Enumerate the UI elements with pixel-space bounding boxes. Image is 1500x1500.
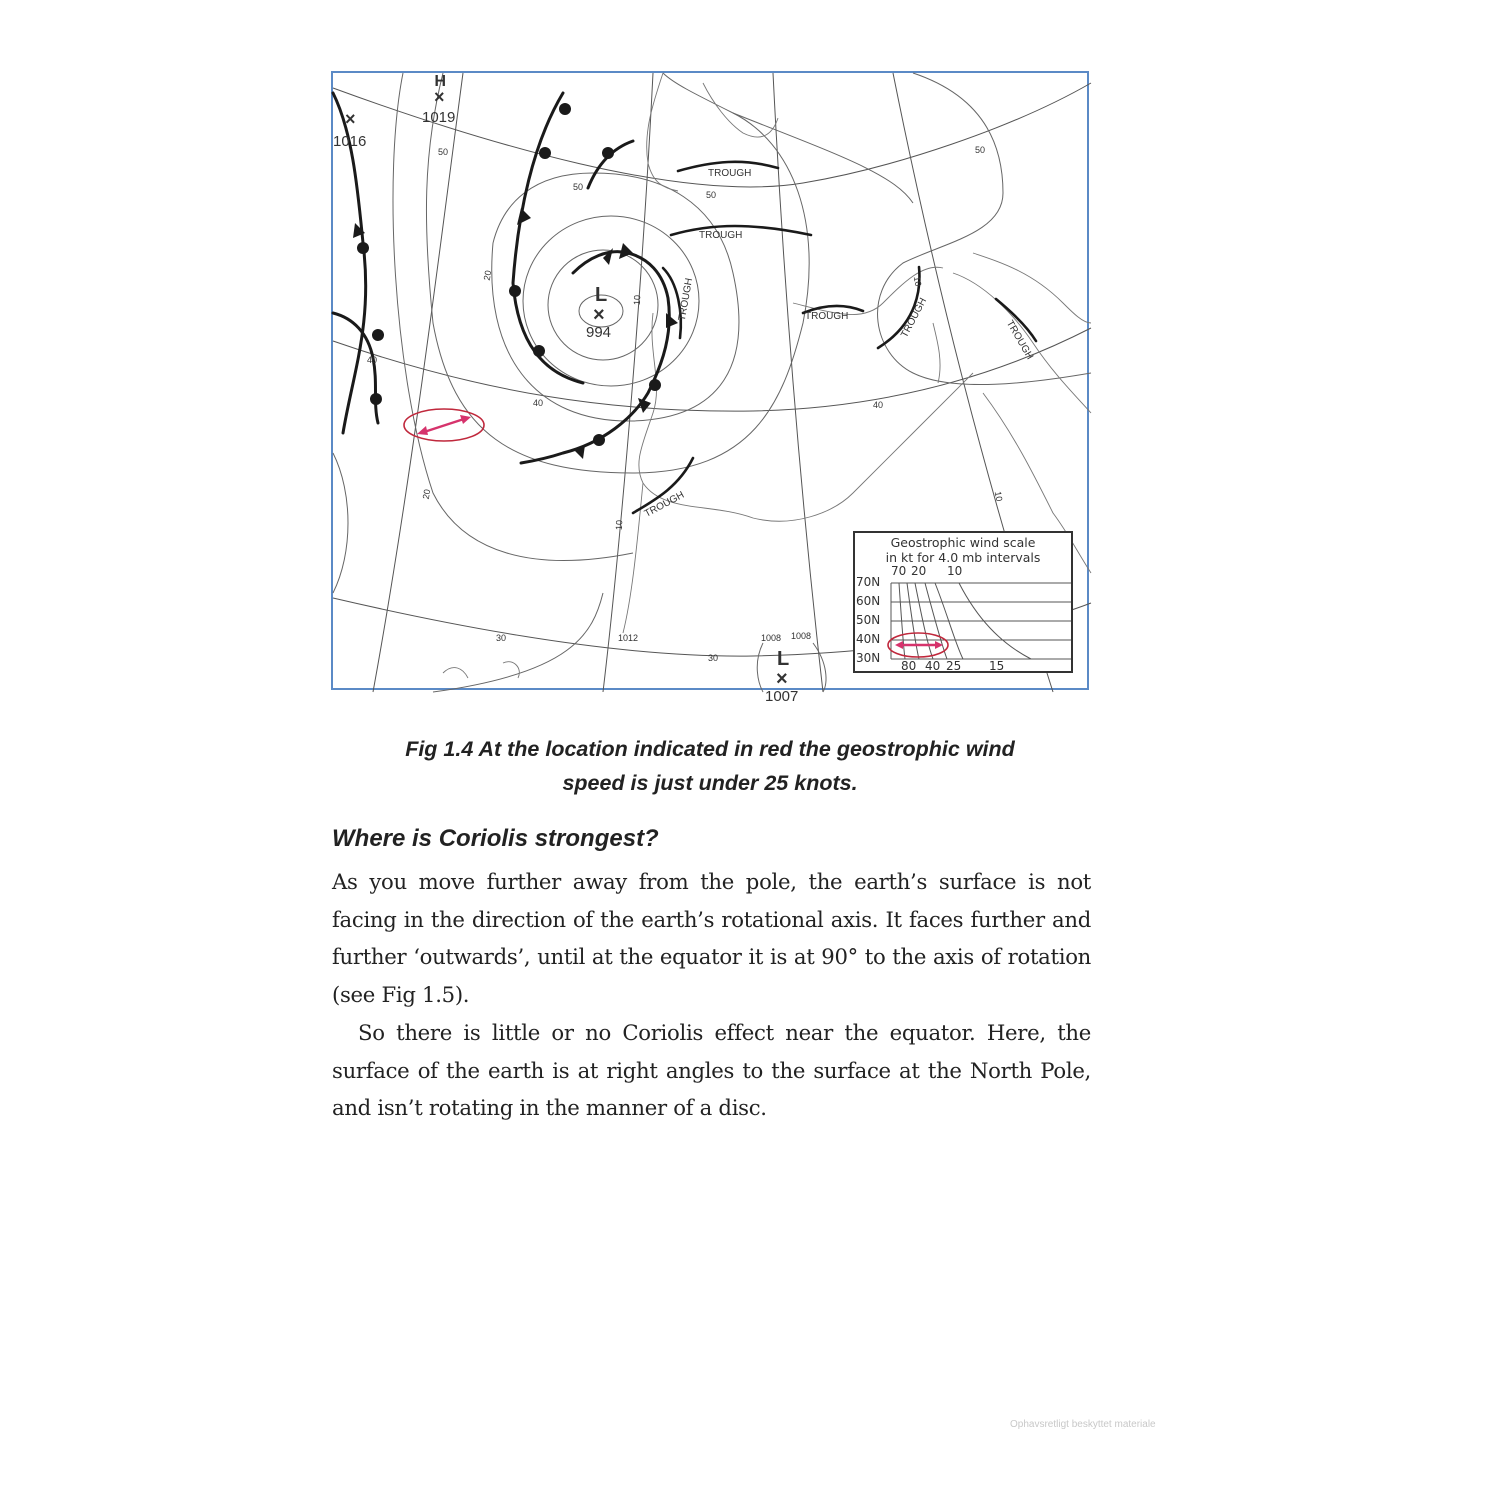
lat-label: 50	[706, 190, 717, 200]
longitude-line-20	[373, 73, 463, 692]
lon-label: 10	[631, 294, 643, 306]
scale-title-line2: in kt for 4.0 mb intervals	[885, 550, 1041, 565]
copyright-watermark: Ophavsretligt beskyttet materiale	[1010, 1419, 1156, 1430]
semicircle-symbol	[602, 147, 614, 159]
isobar-label: 1008	[761, 633, 782, 643]
low-symbol: L	[595, 284, 608, 306]
isobar-3	[492, 173, 739, 421]
section-heading: Where is Coriolis strongest?	[332, 825, 659, 852]
coast-adriatic	[973, 253, 1091, 323]
longitude-line-10	[603, 73, 653, 692]
scale-latitude: 50N	[856, 613, 881, 627]
fronts	[333, 93, 669, 463]
weather-map-figure	[331, 71, 1089, 705]
scale-latitude: 70N	[856, 575, 881, 589]
lat-label: 40	[533, 398, 544, 408]
scale-bottom-tick: 80	[901, 659, 917, 673]
pressure-value: 994	[586, 324, 612, 341]
scale-bottom-tick: 40	[925, 659, 941, 673]
semicircle-symbol	[649, 379, 661, 391]
scale-title-line1: Geostrophic wind scale	[890, 535, 1036, 550]
isobar-9	[813, 643, 826, 692]
isobar-11	[333, 453, 348, 593]
centre-cross: ×	[593, 304, 605, 326]
semicircle-symbol	[593, 434, 605, 446]
lat-label: 50	[438, 147, 449, 157]
caption-line-1: Fig 1.4 At the location indicated in red the geostrophic wind	[405, 737, 1015, 761]
centre-cross: ×	[345, 109, 356, 129]
lat-label: 40	[367, 355, 378, 365]
semicircle-symbol	[533, 345, 545, 357]
centre-cross: ×	[434, 87, 445, 107]
coast-iberia	[639, 313, 973, 521]
scale-bottom-tick: 15	[989, 659, 1005, 673]
trough-label: TROUGH	[1003, 318, 1036, 362]
semicircle-symbol	[539, 147, 551, 159]
trough-label: TROUGH	[805, 311, 849, 322]
scale-top-tick: 20	[911, 564, 927, 578]
troughs	[633, 162, 1036, 513]
trough-label: TROUGH	[676, 277, 696, 322]
paragraph: So there is little or no Coriolis effect near the equator. Here, the surface of the earth is at right angles to the surface at the North Pole, and isn’t rotating in the manner of a disc.	[332, 1019, 1091, 1121]
semicircle-symbol	[370, 393, 382, 405]
paragraph: As you move further away from the pole, the earth’s surface is not facing in the direction of the earth’s rotational axis. It faces further and further ‘outwards’, until at the equator it is at 90° to the axis of rotation (see Fig 1.5).	[332, 869, 1091, 1008]
isobar-7	[733, 113, 913, 203]
arrowhead-icon	[460, 415, 471, 424]
semicircle-symbol	[372, 329, 384, 341]
coast-corsica	[933, 323, 940, 383]
high-symbol: H	[434, 71, 446, 88]
island-canary	[443, 668, 468, 678]
coast-uk2	[703, 83, 778, 137]
scale-bottom-tick: 25	[946, 659, 962, 673]
latitude-line-40	[333, 328, 1091, 411]
longitude-line-0	[773, 73, 823, 692]
lat-label: 50	[573, 182, 584, 192]
trough-label: TROUGH	[899, 296, 930, 340]
semicircle-symbol	[509, 285, 521, 297]
geostrophic-wind-scale	[853, 531, 1073, 673]
body-text	[332, 863, 1091, 1127]
scale-latitude: 60N	[856, 594, 881, 608]
isobar-2	[523, 216, 699, 386]
pressure-value: 1007	[765, 688, 799, 705]
arrowhead-icon	[417, 426, 428, 435]
trough-line	[663, 268, 681, 338]
low-symbol: L	[777, 648, 790, 670]
scale-top-tick: 70	[891, 564, 907, 578]
lat-label: 50	[975, 145, 986, 155]
figure-caption	[331, 732, 1089, 800]
pressure-centres	[333, 71, 798, 705]
front-symbols	[353, 103, 678, 459]
isobar-label: 1012	[618, 633, 639, 643]
lon-label: 10	[911, 275, 924, 288]
lat-label: 40	[873, 400, 884, 410]
isobar-label: 1008	[791, 631, 812, 641]
trough-label: TROUGH	[699, 230, 743, 241]
triangle-symbol	[517, 208, 531, 225]
lon-label: 20	[420, 488, 433, 501]
semicircle-symbol	[357, 242, 369, 254]
coast-uk	[647, 73, 678, 191]
caption-line-2: speed is just under 25 knots.	[562, 771, 858, 795]
pressure-value: 1016	[333, 133, 367, 150]
scale-latitude: 30N	[856, 651, 881, 665]
lat-label: 30	[708, 653, 719, 663]
trough-labels	[643, 168, 1035, 520]
arrowhead-icon	[895, 641, 903, 649]
pressure-value: 1019	[422, 109, 456, 126]
isobar-8	[757, 643, 763, 692]
centre-cross: ×	[776, 668, 788, 690]
occluded-front-main	[513, 93, 583, 383]
semicircle-symbol	[559, 103, 571, 115]
scale-graph	[855, 533, 1075, 675]
scale-top-tick: 10	[947, 564, 963, 578]
coast-portugal	[623, 483, 643, 633]
trough-label: TROUGH	[708, 168, 752, 179]
lon-label: 10	[992, 490, 1005, 503]
scale-latitude: 40N	[856, 632, 881, 646]
trough-label: TROUGH	[642, 489, 687, 520]
distance-arrow	[421, 418, 467, 433]
triangle-symbol	[619, 243, 633, 259]
lon-label: 20	[481, 269, 494, 282]
lon-label: 10	[613, 519, 625, 531]
lat-label: 30	[496, 633, 507, 643]
